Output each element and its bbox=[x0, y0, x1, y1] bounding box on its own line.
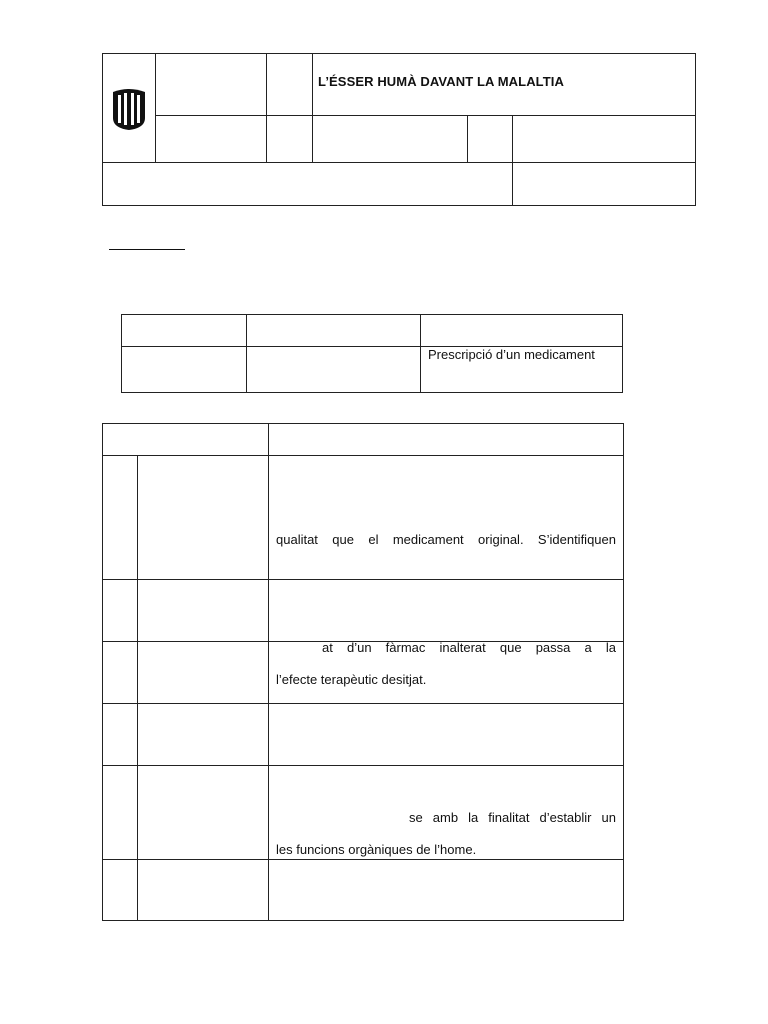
terms-row-5-term bbox=[137, 765, 269, 860]
header-cell-10 bbox=[102, 162, 513, 206]
terms-row-2-term bbox=[137, 579, 269, 642]
header-logo-cell bbox=[102, 53, 156, 163]
terms-row-4-def bbox=[268, 703, 624, 766]
page-title: L’ÉSSER HUMÀ DAVANT LA MALALTIA bbox=[318, 74, 564, 89]
info-cell-2 bbox=[246, 314, 421, 347]
terms-row-5-line-2: les funcions orgàniques de l’home. bbox=[276, 842, 477, 857]
terms-row-2-num bbox=[102, 579, 138, 642]
terms-row-5-num bbox=[102, 765, 138, 860]
prescription-label: Prescripció d’un medicament bbox=[428, 347, 595, 362]
terms-row-3-line-2: l’efecte terapèutic desitjat. bbox=[276, 672, 427, 687]
terms-row-1-line-1: qualitat que el medicament original. S’identifiquen bbox=[276, 532, 616, 547]
terms-row-4-term bbox=[137, 703, 269, 766]
terms-header-right bbox=[268, 423, 624, 456]
terms-row-6-term bbox=[137, 859, 269, 921]
header-cell-3 bbox=[266, 53, 313, 116]
header-cell-9 bbox=[512, 115, 696, 163]
terms-row-6-num bbox=[102, 859, 138, 921]
info-cell-5 bbox=[246, 346, 421, 393]
header-cell-11 bbox=[512, 162, 696, 206]
terms-row-6-def bbox=[268, 859, 624, 921]
header-cell-7 bbox=[312, 115, 468, 163]
terms-row-1-term bbox=[137, 455, 269, 580]
terms-row-1-def bbox=[268, 455, 624, 580]
header-cell-8 bbox=[467, 115, 513, 163]
terms-header-left bbox=[102, 423, 269, 456]
header-cell-2 bbox=[155, 53, 267, 116]
terms-row-5-line-1: se amb la finalitat d’establir un bbox=[409, 810, 616, 825]
terms-row-3-term bbox=[137, 641, 269, 704]
terms-row-4-num bbox=[102, 703, 138, 766]
info-cell-6 bbox=[420, 346, 623, 393]
terms-row-3-num bbox=[102, 641, 138, 704]
info-cell-1 bbox=[121, 314, 247, 347]
info-cell-4 bbox=[121, 346, 247, 393]
generalitat-logo-icon bbox=[109, 88, 149, 130]
underline-blank bbox=[109, 249, 185, 250]
header-cell-6 bbox=[266, 115, 313, 163]
terms-row-1-num bbox=[102, 455, 138, 580]
header-cell-5 bbox=[155, 115, 267, 163]
info-cell-3 bbox=[420, 314, 623, 347]
terms-row-3-line-1: at d’un fàrmac inalterat que passa a la bbox=[322, 640, 616, 655]
terms-row-2-def bbox=[268, 579, 624, 642]
